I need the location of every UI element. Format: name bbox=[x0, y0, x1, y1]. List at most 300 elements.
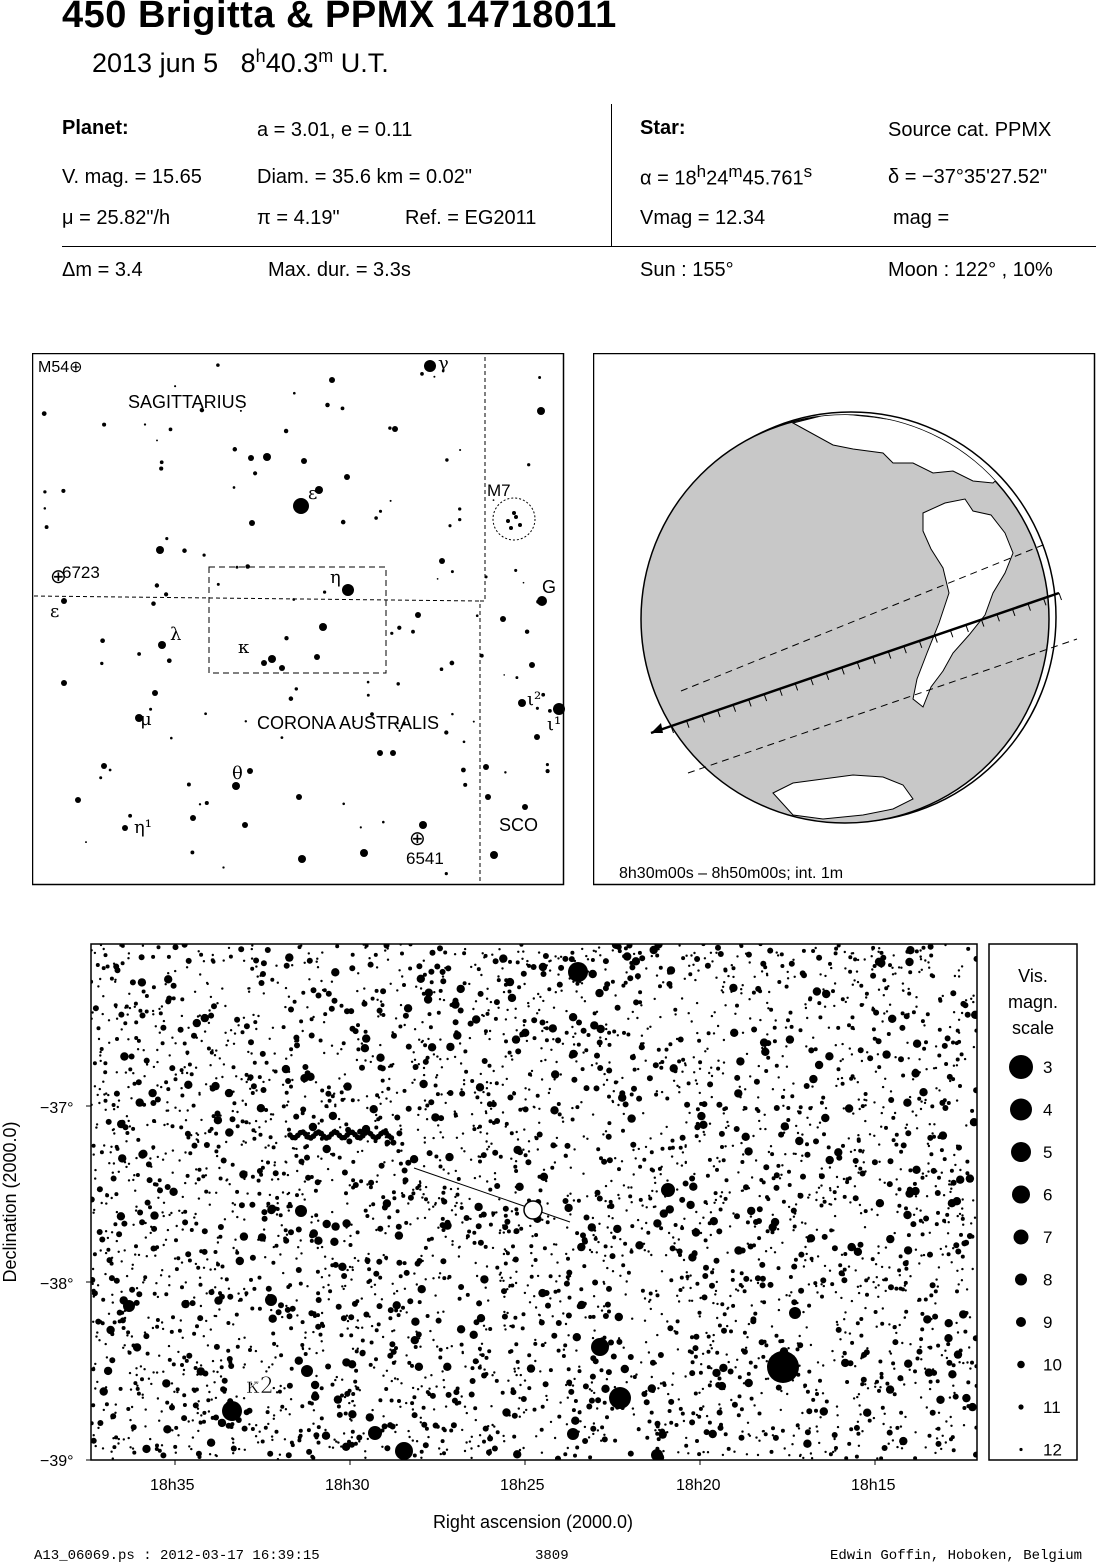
field-star bbox=[371, 1202, 375, 1206]
field-star bbox=[552, 1315, 554, 1317]
field-star bbox=[180, 1087, 182, 1089]
field-star bbox=[679, 1407, 683, 1411]
field-star bbox=[469, 1392, 475, 1398]
field-star bbox=[667, 1393, 669, 1395]
field-star bbox=[376, 1181, 378, 1183]
field-star bbox=[299, 1282, 303, 1286]
field-star bbox=[382, 1336, 384, 1338]
field-star bbox=[540, 1173, 548, 1181]
field-star bbox=[423, 1067, 425, 1069]
field-star bbox=[194, 1222, 198, 1226]
field-star bbox=[504, 983, 508, 987]
field-star bbox=[531, 1070, 533, 1072]
field-star bbox=[863, 1161, 865, 1163]
field-star bbox=[695, 1439, 699, 1443]
field-star bbox=[92, 1283, 94, 1285]
field-star bbox=[432, 1277, 434, 1279]
field-star bbox=[464, 948, 466, 950]
field-star bbox=[656, 1190, 658, 1192]
field-star bbox=[930, 1104, 934, 1108]
field-star bbox=[937, 1285, 939, 1287]
field-star bbox=[896, 1211, 898, 1213]
field-star bbox=[948, 1370, 956, 1378]
field-star bbox=[423, 1074, 425, 1076]
field-star bbox=[845, 1104, 853, 1112]
field-star bbox=[619, 1238, 621, 1240]
field-star bbox=[857, 1421, 859, 1423]
field-star bbox=[961, 1279, 963, 1281]
field-star bbox=[629, 964, 635, 970]
field-star bbox=[439, 1165, 443, 1169]
field-star bbox=[243, 960, 245, 962]
field-star bbox=[239, 1298, 243, 1302]
field-star bbox=[376, 966, 378, 968]
field-star bbox=[824, 1451, 826, 1453]
field-star bbox=[903, 1099, 911, 1107]
field-star bbox=[108, 1313, 110, 1315]
field-star bbox=[665, 1056, 667, 1058]
field-star bbox=[648, 1420, 652, 1424]
field-star bbox=[957, 1331, 959, 1333]
field-star bbox=[738, 1394, 742, 1398]
field-star bbox=[263, 992, 265, 994]
field-star bbox=[740, 1271, 744, 1275]
finder-star bbox=[151, 601, 156, 606]
finder-star bbox=[199, 803, 201, 805]
field-star bbox=[688, 1012, 690, 1014]
field-star bbox=[582, 1239, 588, 1245]
field-star bbox=[859, 1204, 861, 1206]
field-star bbox=[102, 966, 106, 970]
field-star bbox=[536, 1012, 538, 1014]
field-star bbox=[710, 1217, 718, 1225]
field-star bbox=[572, 1248, 574, 1250]
field-star bbox=[725, 1127, 727, 1129]
field-star bbox=[623, 1347, 625, 1349]
field-star bbox=[798, 1252, 804, 1258]
field-star bbox=[111, 1417, 113, 1419]
field-star bbox=[955, 1041, 959, 1045]
field-star bbox=[936, 1211, 940, 1215]
field-star bbox=[902, 990, 904, 992]
field-star bbox=[277, 1235, 279, 1237]
field-star bbox=[414, 1059, 416, 1061]
field-star bbox=[424, 1099, 426, 1101]
field-star bbox=[114, 1091, 120, 1097]
field-star bbox=[519, 1449, 521, 1451]
field-star bbox=[392, 1063, 394, 1065]
field-star bbox=[344, 1396, 346, 1398]
field-star bbox=[216, 1262, 218, 1264]
field-star bbox=[741, 1430, 743, 1432]
field-star bbox=[633, 1054, 635, 1056]
field-star bbox=[718, 1324, 722, 1328]
field-star bbox=[871, 1208, 873, 1210]
field-star bbox=[924, 1298, 928, 1302]
field-star bbox=[221, 1265, 225, 1269]
field-star bbox=[209, 1268, 211, 1270]
field-star bbox=[931, 1132, 933, 1134]
field-star bbox=[154, 1255, 156, 1257]
field-star bbox=[355, 1029, 357, 1031]
field-star bbox=[339, 1400, 341, 1402]
field-star bbox=[440, 1222, 446, 1228]
field-star bbox=[214, 1250, 218, 1254]
field-star bbox=[545, 1303, 551, 1309]
field-star bbox=[289, 1047, 293, 1051]
field-star bbox=[880, 1375, 884, 1379]
field-star bbox=[917, 1300, 919, 1302]
field-star bbox=[97, 1229, 103, 1235]
field-star bbox=[479, 1434, 481, 1436]
field-star bbox=[294, 1042, 300, 1048]
field-star bbox=[318, 1122, 320, 1124]
field-star bbox=[816, 955, 822, 961]
field-star bbox=[525, 1159, 531, 1165]
field-star bbox=[519, 1384, 521, 1386]
field-star bbox=[174, 1238, 178, 1242]
field-star bbox=[489, 1119, 493, 1123]
field-star bbox=[816, 1229, 818, 1231]
field-star bbox=[91, 1011, 93, 1013]
field-star bbox=[246, 1192, 248, 1194]
field-star bbox=[206, 1292, 208, 1294]
field-star bbox=[630, 1186, 632, 1188]
field-star bbox=[184, 1066, 186, 1068]
field-star bbox=[153, 1292, 157, 1296]
field-star bbox=[579, 1287, 583, 1291]
field-star bbox=[942, 1043, 948, 1049]
field-star bbox=[311, 1216, 313, 1218]
finder-star bbox=[390, 750, 396, 756]
field-star bbox=[232, 1442, 234, 1444]
field-star bbox=[393, 1292, 395, 1294]
field-star bbox=[608, 1340, 614, 1346]
field-star bbox=[965, 1160, 969, 1164]
field-star bbox=[593, 950, 595, 952]
finder-chart bbox=[32, 353, 565, 886]
field-star bbox=[677, 1059, 681, 1063]
field-star bbox=[147, 1317, 149, 1319]
label-m7: M7 bbox=[487, 481, 511, 500]
field-star bbox=[123, 1021, 127, 1025]
field-star bbox=[259, 1133, 263, 1137]
field-star bbox=[172, 996, 176, 1000]
field-star bbox=[135, 1367, 137, 1369]
field-star bbox=[331, 1094, 335, 1098]
field-star bbox=[611, 1354, 617, 1360]
field-star bbox=[843, 1351, 847, 1355]
field-star bbox=[518, 1108, 522, 1112]
field-star bbox=[606, 1286, 612, 1292]
field-star bbox=[539, 996, 541, 998]
xtick-18h30: 18h30 bbox=[325, 1477, 370, 1494]
field-star bbox=[866, 1347, 868, 1349]
field-star bbox=[581, 1067, 585, 1071]
field-star bbox=[866, 1051, 868, 1053]
field-star bbox=[379, 1044, 381, 1046]
field-star bbox=[182, 1373, 184, 1375]
field-star bbox=[460, 1202, 462, 1204]
field-star bbox=[421, 1196, 423, 1198]
field-star bbox=[193, 1296, 195, 1298]
finder-star bbox=[360, 826, 362, 828]
field-star bbox=[95, 1335, 97, 1337]
field-star bbox=[970, 1361, 974, 1365]
field-star bbox=[244, 1449, 246, 1451]
field-star bbox=[505, 1122, 509, 1126]
field-star bbox=[271, 1439, 273, 1441]
field-star bbox=[181, 1415, 187, 1421]
field-star bbox=[494, 999, 500, 1005]
field-star bbox=[104, 1367, 112, 1375]
field-star bbox=[819, 973, 821, 975]
field-star bbox=[196, 1266, 200, 1270]
field-star bbox=[298, 945, 302, 949]
field-star bbox=[608, 1215, 610, 1217]
field-star bbox=[692, 1230, 694, 1232]
field-star bbox=[754, 1365, 758, 1369]
field-star bbox=[849, 1047, 851, 1049]
field-star bbox=[506, 1312, 508, 1314]
field-star bbox=[859, 984, 863, 988]
field-star bbox=[667, 966, 675, 974]
field-star bbox=[182, 1219, 188, 1225]
field-star bbox=[741, 1286, 743, 1288]
field-star bbox=[666, 1320, 668, 1322]
field-star bbox=[723, 1039, 725, 1041]
field-star bbox=[707, 1335, 711, 1339]
field-star bbox=[720, 1145, 724, 1149]
field-star bbox=[374, 1284, 376, 1286]
field-star bbox=[342, 1170, 348, 1176]
field-star bbox=[750, 1318, 756, 1324]
field-star bbox=[764, 1046, 766, 1048]
field-star bbox=[936, 1437, 938, 1439]
field-star bbox=[798, 1195, 800, 1197]
field-star bbox=[225, 1277, 229, 1281]
field-star bbox=[200, 1414, 202, 1416]
field-star bbox=[534, 1339, 536, 1341]
field-star bbox=[930, 1282, 936, 1288]
field-star bbox=[328, 1446, 330, 1448]
scale-label: 11 bbox=[1043, 1398, 1061, 1417]
field-star bbox=[959, 1233, 963, 1237]
field-star bbox=[901, 1011, 905, 1015]
field-star bbox=[150, 1383, 152, 1385]
field-star bbox=[156, 1049, 158, 1051]
field-star bbox=[801, 1155, 803, 1157]
field-star bbox=[424, 1376, 426, 1378]
field-star bbox=[593, 1295, 595, 1297]
field-star bbox=[463, 1083, 465, 1085]
field-star bbox=[384, 1445, 390, 1451]
field-star bbox=[437, 1227, 439, 1229]
field-star bbox=[601, 1385, 609, 1393]
field-star bbox=[400, 1310, 402, 1312]
field-star bbox=[904, 1310, 908, 1314]
field-star bbox=[490, 1108, 492, 1110]
header-vertical-divider bbox=[611, 104, 612, 246]
field-star bbox=[676, 1319, 680, 1323]
field-star bbox=[673, 1008, 677, 1012]
field-star bbox=[632, 1149, 634, 1151]
field-star bbox=[347, 1327, 349, 1329]
field-star bbox=[764, 1128, 766, 1130]
field-star bbox=[475, 1000, 477, 1002]
field-star bbox=[495, 1266, 499, 1270]
field-star bbox=[888, 1097, 894, 1103]
field-star bbox=[539, 1188, 543, 1192]
field-star bbox=[386, 1370, 388, 1372]
field-star bbox=[962, 1362, 964, 1364]
field-star bbox=[297, 1362, 299, 1364]
field-star bbox=[847, 1023, 851, 1027]
field-star bbox=[868, 1419, 872, 1423]
field-star bbox=[255, 1089, 257, 1091]
field-star bbox=[963, 1330, 967, 1334]
field-star bbox=[478, 1366, 482, 1370]
field-star bbox=[376, 1054, 384, 1062]
field-star bbox=[857, 1081, 859, 1083]
minute-unit: m bbox=[318, 46, 334, 66]
field-star bbox=[145, 1408, 147, 1410]
field-star bbox=[689, 1274, 691, 1276]
field-star bbox=[441, 1199, 447, 1205]
field-star bbox=[132, 1451, 136, 1455]
field-star bbox=[546, 1021, 548, 1023]
field-star bbox=[921, 1019, 925, 1023]
finder-star bbox=[459, 449, 461, 451]
field-star bbox=[214, 1132, 218, 1136]
field-star bbox=[494, 1183, 500, 1189]
field-star bbox=[385, 1097, 387, 1099]
field-star bbox=[832, 1432, 838, 1438]
field-star bbox=[338, 1263, 346, 1271]
field-star bbox=[533, 1408, 537, 1412]
field-star bbox=[351, 1430, 355, 1434]
field-star bbox=[340, 1394, 344, 1398]
field-star bbox=[132, 1224, 134, 1226]
field-star bbox=[962, 1198, 964, 1200]
field-star bbox=[612, 1101, 614, 1103]
field-star bbox=[584, 1316, 586, 1318]
field-star bbox=[242, 1140, 244, 1142]
field-star bbox=[948, 1221, 950, 1223]
field-star bbox=[972, 1199, 974, 1201]
field-star bbox=[139, 954, 145, 960]
field-star bbox=[690, 1350, 694, 1354]
field-star bbox=[943, 1098, 947, 1102]
field-star bbox=[841, 1082, 845, 1086]
field-star bbox=[557, 1415, 561, 1419]
field-star bbox=[323, 1021, 325, 1023]
field-star bbox=[550, 1421, 552, 1423]
field-star bbox=[707, 1350, 711, 1354]
field-star bbox=[106, 1356, 108, 1358]
field-star bbox=[503, 1296, 505, 1298]
field-star bbox=[530, 1252, 532, 1254]
field-star bbox=[708, 1072, 710, 1074]
field-star bbox=[505, 1055, 507, 1057]
field-star bbox=[485, 1328, 487, 1330]
field-star bbox=[210, 1328, 212, 1330]
field-star bbox=[235, 1313, 239, 1317]
field-star bbox=[374, 1126, 378, 1130]
field-star bbox=[734, 1013, 736, 1015]
field-star bbox=[334, 1104, 336, 1106]
field-star bbox=[759, 1019, 761, 1021]
field-star bbox=[622, 1031, 626, 1035]
field-star bbox=[514, 1017, 516, 1019]
field-star bbox=[229, 1183, 231, 1185]
field-star bbox=[190, 1448, 192, 1450]
field-star bbox=[178, 1210, 180, 1212]
field-star bbox=[702, 1294, 708, 1300]
field-star bbox=[914, 1431, 916, 1433]
field-star bbox=[860, 1382, 864, 1386]
field-star bbox=[203, 1335, 205, 1337]
field-star bbox=[752, 1135, 754, 1137]
field-star bbox=[751, 1176, 753, 1178]
field-star bbox=[880, 1322, 884, 1326]
field-star bbox=[591, 1251, 593, 1253]
field-star bbox=[304, 1198, 306, 1200]
field-star bbox=[192, 1419, 194, 1421]
field-star bbox=[703, 1265, 709, 1271]
field-star bbox=[841, 1277, 847, 1283]
field-star bbox=[880, 1126, 882, 1128]
field-star bbox=[684, 1375, 686, 1377]
field-star bbox=[895, 1426, 899, 1430]
field-star bbox=[526, 960, 528, 962]
field-star bbox=[718, 951, 724, 957]
field-star bbox=[370, 1061, 372, 1063]
field-star bbox=[665, 1254, 667, 1256]
field-star bbox=[699, 1222, 701, 1224]
field-star bbox=[603, 1401, 607, 1405]
field-star bbox=[255, 1424, 257, 1426]
field-star bbox=[815, 947, 817, 949]
field-star bbox=[198, 1092, 200, 1094]
field-star bbox=[384, 1232, 386, 1234]
field-star bbox=[759, 1128, 761, 1130]
field-star bbox=[875, 1286, 877, 1288]
field-star bbox=[665, 1048, 669, 1052]
field-star bbox=[811, 949, 815, 953]
field-star bbox=[111, 1197, 113, 1199]
finder-star bbox=[249, 520, 255, 526]
field-star bbox=[136, 1138, 140, 1142]
field-star bbox=[752, 991, 756, 995]
field-star bbox=[309, 1123, 317, 1131]
star-heading: Star: bbox=[640, 117, 686, 139]
field-star bbox=[787, 1170, 791, 1174]
finder-star bbox=[390, 500, 392, 502]
field-star bbox=[321, 1100, 323, 1102]
field-star bbox=[499, 1232, 501, 1234]
field-star bbox=[324, 1256, 326, 1258]
field-star bbox=[331, 1179, 333, 1181]
ytick-39: −39° bbox=[40, 1453, 74, 1470]
field-star bbox=[314, 1213, 318, 1217]
field-star bbox=[920, 1108, 922, 1110]
field-star bbox=[776, 1164, 780, 1168]
field-star bbox=[905, 958, 913, 966]
field-star bbox=[97, 1026, 101, 1030]
field-star bbox=[958, 1084, 962, 1088]
field-star bbox=[288, 1202, 292, 1206]
